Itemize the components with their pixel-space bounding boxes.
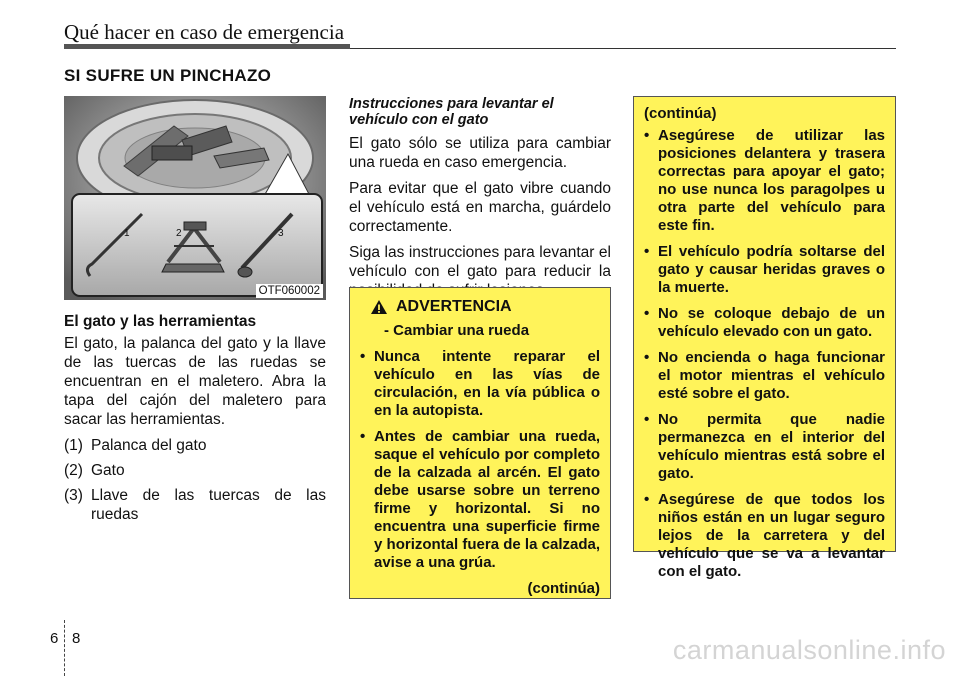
warning-bullet xyxy=(644,127,885,235)
warning-title: ADVERTENCIA xyxy=(396,298,512,315)
warning-bullet xyxy=(644,491,885,581)
warning-bullet-text: Nunca intente reparar el vehículo en las vías de circulación, en la vía pública o en la autopista. xyxy=(374,348,600,419)
warning-bullet-text: Antes de cambiar una rueda, saque el vehículo por completo de la calzada al arcén. El gato debe usarse sobre un terreno firme y horizontal. Si no encuentra una superficie firme y horizontal fuera de la calzada, avise a una grúa. xyxy=(374,428,600,571)
header-bar xyxy=(64,44,350,49)
paragraph: El gato sólo se utiliza para cambiar una rueda en caso emergencia. xyxy=(349,135,611,171)
list-item-number: (1) xyxy=(64,437,83,454)
list-item xyxy=(64,461,326,480)
warning-bullet-text: No encienda o haga funcionar el motor mientras el vehículo esté sobre el gato. xyxy=(658,349,885,402)
page-number-divider xyxy=(64,620,65,676)
warning-bullet-text: El vehículo podría soltarse del gato y causar heridas graves o la muerte. xyxy=(658,243,885,296)
warning-bullet xyxy=(360,348,600,420)
middle-column xyxy=(349,96,611,307)
section-title: SI SUFRE UN PINCHAZO xyxy=(64,66,272,85)
list-item-text: Gato xyxy=(91,462,125,479)
bullet-dot-icon: • xyxy=(644,491,650,508)
trunk-tools-illustration xyxy=(64,96,326,300)
header-rule xyxy=(350,48,896,49)
warning-bullet-text: No se coloque debajo de un vehículo elevado con un gato. xyxy=(658,305,885,340)
bullet-dot-icon: • xyxy=(360,348,366,365)
list-item-text: Llave de las tuercas de las ruedas xyxy=(91,487,326,523)
list-item-number: (2) xyxy=(64,462,83,479)
figure-label-2: 2 xyxy=(176,228,182,239)
warning-continued-box xyxy=(633,96,896,580)
left-column xyxy=(64,312,326,530)
warning-bullet-text: Asegúrese de que todos los niños están en un lugar seguro lejos de la carretera y del vehículo que se va a levantar con el gato. xyxy=(658,491,885,580)
paragraph: Para evitar que el gato vibre cuando el vehículo está en marcha, guárdelo correctamente. xyxy=(349,180,611,235)
page-number: 8 xyxy=(72,630,81,647)
warning-bullet xyxy=(360,428,600,572)
warning-bullet xyxy=(644,243,885,297)
warning-bullet xyxy=(644,349,885,403)
bullet-dot-icon: • xyxy=(644,127,650,144)
list-item-number: (3) xyxy=(64,487,83,504)
figure-code: OTF060002 xyxy=(256,284,323,298)
warning-bullet xyxy=(644,411,885,483)
tools-subheading: El gato y las herramientas xyxy=(64,313,257,330)
bullet-dot-icon: • xyxy=(644,349,650,366)
jack-instructions-heading: Instrucciones para levantar el vehículo con el gato xyxy=(349,96,554,128)
bullet-dot-icon: • xyxy=(644,411,650,428)
warning-subtitle: - Cambiar una rueda xyxy=(384,322,530,339)
watermark: carmanualsonline.info xyxy=(672,635,946,665)
list-item-text: Palanca del gato xyxy=(91,437,207,454)
bullet-dot-icon: • xyxy=(644,305,650,322)
bullet-dot-icon: • xyxy=(644,243,650,260)
warning-box xyxy=(349,287,611,599)
warning-bullet-text: Asegúrese de utilizar las posiciones delantera y trasera correctas para apoyar el gato; no use nunca los paragolpes u otra parte del vehículo para este fin. xyxy=(658,127,885,234)
continues-label: (continúa) xyxy=(527,580,600,597)
tools-intro: El gato, la palanca del gato y la llave de las tuercas de las ruedas se encuentran en el maletero. Abra la tapa del cajón del maletero para sacar las herramientas. xyxy=(64,335,326,428)
warning-bullet xyxy=(644,305,885,341)
continued-label: (continúa) xyxy=(644,105,717,122)
bullet-dot-icon: • xyxy=(360,428,366,445)
warning-heading xyxy=(370,298,600,316)
warning-bullet-text: No permita que nadie permanezca en el interior del vehículo mientras está sobre el gato. xyxy=(658,411,885,482)
paragraph: Siga las instrucciones para levantar el vehículo con el gato para reducir la xyxy=(349,244,611,280)
list-item xyxy=(64,486,326,524)
warning-triangle-icon xyxy=(370,299,388,315)
figure-label-1: 1 xyxy=(124,228,130,239)
tools-figure xyxy=(64,96,326,300)
list-item xyxy=(64,436,326,455)
chapter-number: 6 xyxy=(50,630,59,647)
page-header-title: Qué hacer en caso de emergencia xyxy=(64,20,345,44)
figure-label-3: 3 xyxy=(278,228,284,239)
